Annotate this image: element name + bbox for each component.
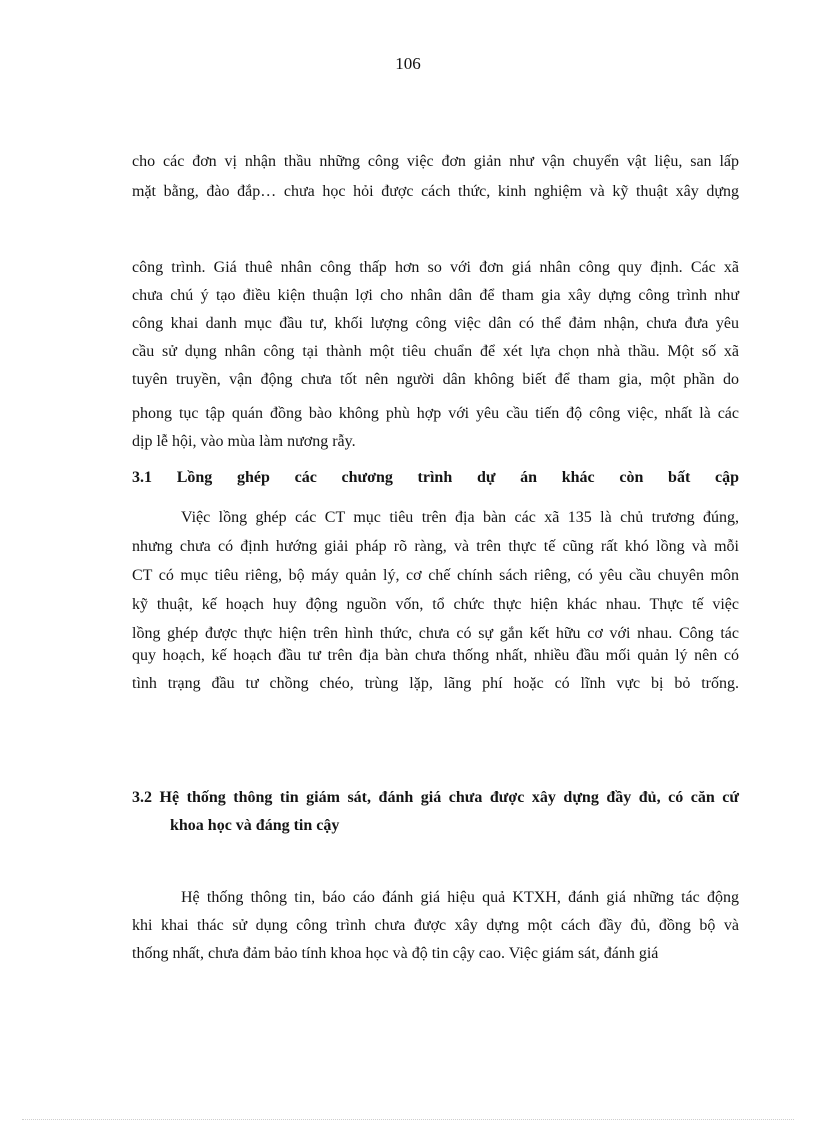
text-line: khi khai thác sử dụng công trình chưa được xây dựng một cách đầy đủ, đồng bộ và [132, 917, 739, 934]
text-line: kỹ thuật, kế hoạch huy động nguồn vốn, tổ chức thực hiện khác nhau. Thực tế việc [132, 596, 739, 613]
section-heading-3-2-cont: khoa học và đáng tin cậy [170, 817, 340, 834]
text-line: mặt bằng, đào đắp… chưa học hỏi được cách thức, kinh nghiệm và kỹ thuật xây dựng [132, 183, 739, 200]
text-line: chưa chú ý tạo điều kiện thuận lợi cho nhân dân để tham gia xây dựng công trình như [132, 287, 739, 304]
text-line: công trình. Giá thuê nhân công thấp hơn so với đơn giá nhân công quy định. Các xã [132, 259, 739, 276]
text-line: nhưng chưa có định hướng giải pháp rõ ràng, và trên thực tế cũng rất khó lồng và mỗi [132, 538, 739, 555]
text-line: cho các đơn vị nhận thầu những công việc đơn giản như vận chuyển vật liệu, san lấp [132, 153, 739, 170]
text-line: tuyên truyền, vận động chưa tốt nên người dân không biết để tham gia, một phần do [132, 371, 739, 388]
text-line: tình trạng đầu tư chồng chéo, trùng lặp, lãng phí hoặc có lĩnh vực bị bỏ trống. [132, 675, 739, 692]
page-number: 106 [395, 54, 421, 73]
text-line: Việc lồng ghép các CT mục tiêu trên địa bàn các xã 135 là chủ trương đúng, [181, 509, 739, 526]
text-line: thống nhất, chưa đảm bảo tính khoa học và độ tin cậy cao. Việc giám sát, đánh giá [132, 945, 659, 962]
text-line: lồng ghép được thực hiện trên hình thức, chưa có sự gắn kết hữu cơ với nhau. Công tác [132, 625, 739, 642]
page-bottom-border [22, 1119, 794, 1120]
text-line: cầu sử dụng nhân công tại thành một tiêu chuẩn để xét lựa chọn nhà thầu. Một số xã [132, 343, 739, 360]
section-heading-3-1: 3.1 Lồng ghép các chương trình dự án khác còn bất cập [132, 469, 739, 486]
text-line: Hệ thống thông tin, báo cáo đánh giá hiệu quả KTXH, đánh giá những tác động [181, 889, 739, 906]
text-line: CT có mục tiêu riêng, bộ máy quản lý, cơ chế chính sách riêng, có yêu cầu chuyên môn [132, 567, 739, 584]
text-line: quy hoạch, kế hoạch đầu tư trên địa bàn chưa thống nhất, nhiều đầu mối quản lý nên có [132, 647, 739, 664]
text-line: dịp lễ hội, vào mùa làm nương rẫy. [132, 433, 356, 450]
text-line: công khai danh mục đầu tư, khối lượng công việc dân có thể đảm nhận, chưa đưa yêu [132, 315, 739, 332]
section-heading-3-2: 3.2 Hệ thống thông tin giám sát, đánh giá chưa được xây dựng đầy đủ, có căn cứ [132, 789, 739, 806]
text-line: phong tục tập quán đồng bào không phù hợp với yêu cầu tiến độ công việc, nhất là các [132, 405, 739, 422]
